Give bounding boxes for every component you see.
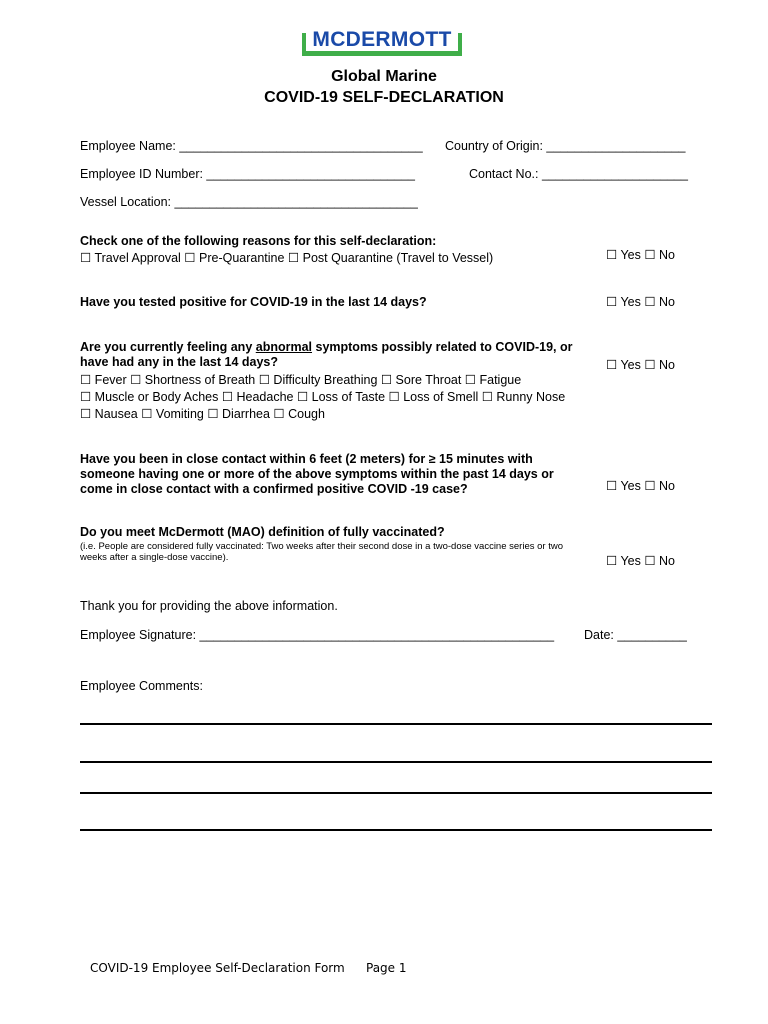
date-field[interactable]: Date: __________ (584, 628, 687, 642)
q2-question: Have you tested positive for COVID-19 in the last 14 days? (80, 295, 427, 309)
thank-you-text: Thank you for providing the above information. (80, 599, 338, 613)
vessel-location-field[interactable]: Vessel Location: ___________________________________ (80, 195, 418, 209)
q4-question-line1: Have you been in close contact within 6 feet (2 meters) for ≥ 15 minutes with (80, 452, 533, 466)
q2-yes-no[interactable]: ☐ Yes ☐ No (606, 295, 675, 309)
q3-yes-no[interactable]: ☐ Yes ☐ No (606, 358, 675, 372)
q3-text-underlined: abnormal (255, 340, 313, 354)
org-title: Global Marine (331, 68, 437, 85)
q4-yes-no[interactable]: ☐ Yes ☐ No (606, 479, 675, 493)
q3-question-line2: have had any in the last 14 days? (80, 355, 278, 369)
comment-line-4[interactable] (80, 829, 712, 831)
logo-text: MCDERMOTT (312, 28, 452, 51)
q1-options[interactable]: ☐ Travel Approval ☐ Pre-Quarantine ☐ Post Quarantine (Travel to Vessel) (80, 251, 494, 265)
q3-text-post: symptoms possibly related to COVID-19, or (312, 340, 573, 354)
q3-question-line1 (80, 340, 573, 354)
employee-signature-field[interactable]: Employee Signature: ___________________________________________________ (80, 628, 555, 642)
q4-question-line3: come in close contact with a confirmed positive COVID -19 case? (80, 482, 468, 496)
q5-note-line2: weeks after a single-dose vaccine). (80, 552, 229, 563)
q1-yes-no[interactable]: ☐ Yes ☐ No (606, 248, 675, 262)
q3-symptoms-row3[interactable]: ☐ Nausea ☐ Vomiting ☐ Diarrhea ☐ Cough (80, 407, 325, 421)
company-logo (302, 27, 462, 57)
country-of-origin-field[interactable]: Country of Origin: ____________________ (445, 139, 686, 153)
employee-comments-label: Employee Comments: (80, 679, 203, 693)
employee-name-field[interactable]: Employee Name: ___________________________________ (80, 139, 423, 153)
footer-page-number: Page 1 (366, 961, 407, 975)
q1-question: Check one of the following reasons for this self-declaration: (80, 234, 437, 248)
comment-line-1[interactable] (80, 723, 712, 725)
q4-question-line2: someone having one or more of the above symptoms within the past 14 days or (80, 467, 554, 481)
comment-line-3[interactable] (80, 792, 712, 794)
q3-symptoms-row1[interactable]: ☐ Fever ☐ Shortness of Breath ☐ Difficulty Breathing ☐ Sore Throat ☐ Fatigue (80, 373, 522, 387)
form-title: COVID-19 SELF-DECLARATION (264, 89, 504, 106)
q5-question: Do you meet McDermott (MAO) definition of fully vaccinated? (80, 525, 445, 539)
q5-note-line1: (i.e. People are considered fully vaccinated: Two weeks after their second dose in a two-dose vaccine series or two (80, 541, 563, 552)
employee-id-field[interactable]: Employee ID Number: ______________________________ (80, 167, 415, 181)
q5-yes-no[interactable]: ☐ Yes ☐ No (606, 554, 675, 568)
footer-form-name: COVID-19 Employee Self-Declaration Form (90, 961, 345, 975)
contact-no-field[interactable]: Contact No.: _____________________ (469, 167, 688, 181)
comment-line-2[interactable] (80, 761, 712, 763)
q3-text-pre: Are you currently feeling any (80, 340, 256, 354)
q3-symptoms-row2[interactable]: ☐ Muscle or Body Aches ☐ Headache ☐ Loss of Taste ☐ Loss of Smell ☐ Runny Nose (80, 390, 566, 404)
